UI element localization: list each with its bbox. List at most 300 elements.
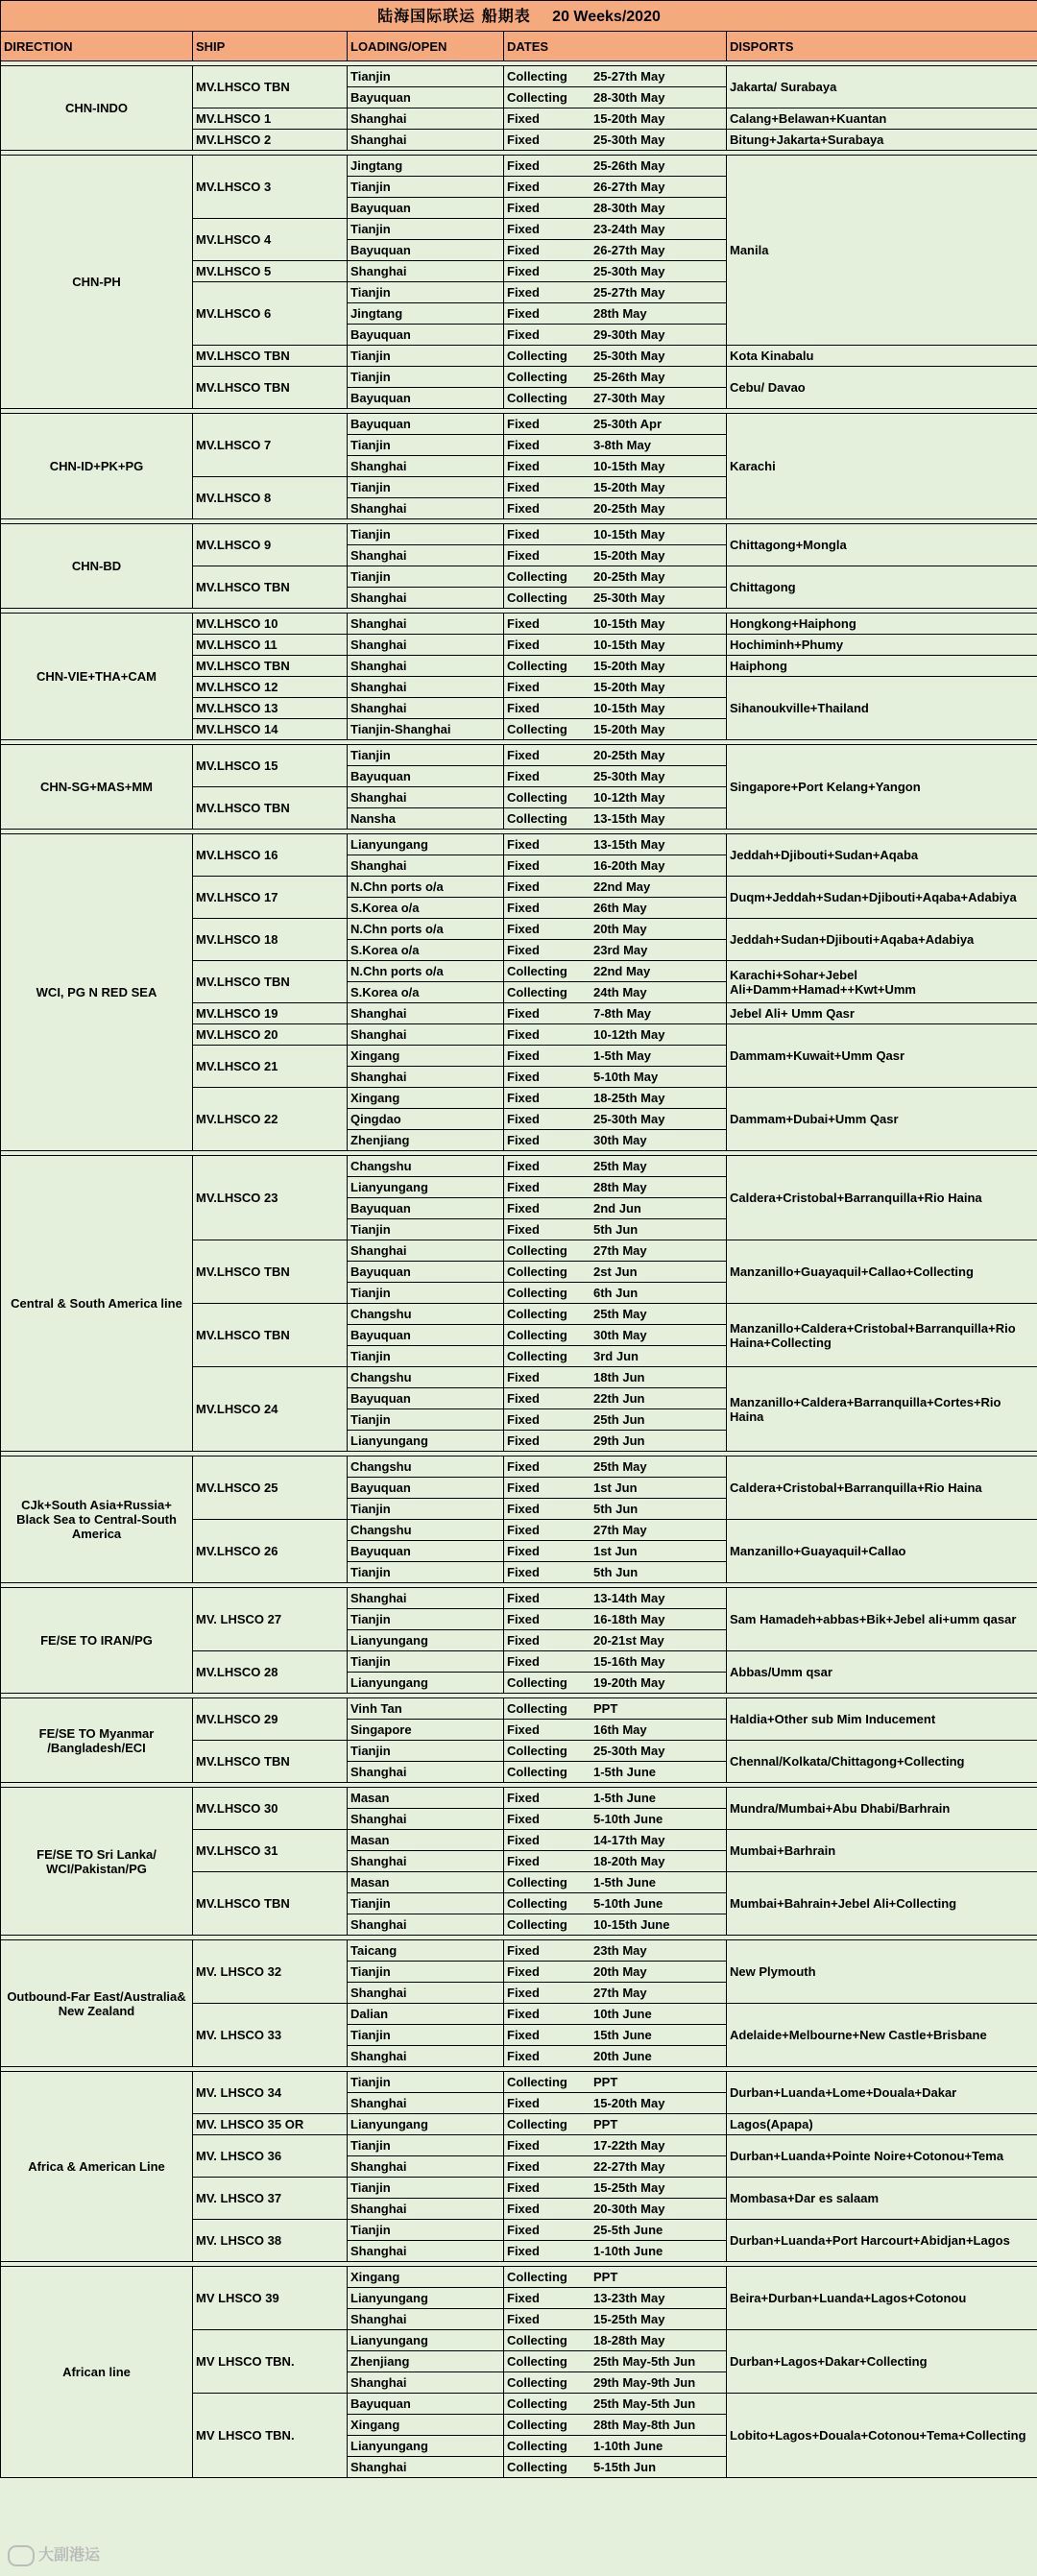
direction-cell: CJk+South Asia+Russia+ Black Sea to Central-South America	[1, 1457, 193, 1583]
dates-cell	[504, 2046, 727, 2067]
loading-port-cell: Tianjin	[348, 745, 504, 766]
loading-port-cell: Shanghai	[348, 2309, 504, 2330]
date-range: 25-30th May	[593, 349, 665, 363]
loading-port-cell: Shanghai	[348, 787, 504, 808]
dates-cell	[504, 1219, 727, 1240]
date-status: Fixed	[507, 1943, 540, 1958]
loading-port-cell: Nansha	[348, 808, 504, 830]
date-range: 18-20th May	[593, 1854, 665, 1868]
date-status: Fixed	[507, 2223, 540, 2237]
loading-port-cell: Shanghai	[348, 108, 504, 130]
disports-cell: Caldera+Cristobal+Barranquilla+Rio Haina	[727, 1156, 1037, 1240]
loading-port-cell: Bayuquan	[348, 87, 504, 108]
header-loading: LOADING/OPEN	[348, 32, 504, 61]
ship-cell: MV.LHSCO 26	[193, 1520, 348, 1583]
dates-cell	[504, 456, 727, 477]
dates-cell	[504, 808, 727, 830]
disports-cell: Kota Kinabalu	[727, 346, 1037, 367]
date-range: 23th May	[593, 1943, 647, 1958]
header-dates: DATES	[504, 32, 727, 61]
ship-cell: MV. LHSCO 27	[193, 1588, 348, 1651]
dates-cell	[504, 524, 727, 545]
date-status: Collecting	[507, 590, 567, 605]
schedule-row	[1, 745, 1037, 766]
direction-cell: CHN-SG+MAS+MM	[1, 745, 193, 830]
header-direction: DIRECTION	[1, 32, 193, 61]
date-status: Fixed	[507, 1391, 540, 1406]
date-range: 15-20th May	[593, 680, 665, 694]
disports-cell: Adelaide+Melbourne+New Castle+Brisbane	[727, 2004, 1037, 2067]
date-status: Fixed	[507, 1812, 540, 1826]
date-range: 22-27th May	[593, 2159, 665, 2174]
date-status: Fixed	[507, 1633, 540, 1648]
disports-cell: Hongkong+Haiphong	[727, 614, 1037, 635]
ship-cell: MV.LHSCO TBN	[193, 566, 348, 609]
date-status: Fixed	[507, 901, 540, 915]
date-status: Fixed	[507, 1654, 540, 1669]
date-status: Collecting	[507, 370, 567, 384]
dates-cell	[504, 2267, 727, 2288]
ship-cell: MV.LHSCO 18	[193, 919, 348, 961]
date-status: Fixed	[507, 1412, 540, 1427]
schedule-row	[1, 414, 1037, 435]
loading-port-cell: Shanghai	[348, 1024, 504, 1046]
date-range: 10th June	[593, 2007, 652, 2021]
date-status: Fixed	[507, 2202, 540, 2216]
date-status: Fixed	[507, 438, 540, 452]
ship-cell: MV.LHSCO 17	[193, 877, 348, 919]
dates-cell	[504, 388, 727, 409]
date-status: Fixed	[507, 285, 540, 300]
ship-cell: MV.LHSCO 8	[193, 477, 348, 519]
date-range: 15-20th May	[593, 722, 665, 736]
dates-cell	[504, 2288, 727, 2309]
date-range: 19-20th May	[593, 1675, 665, 1690]
disports-cell: Manzanillo+Guayaquil+Callao	[727, 1520, 1037, 1583]
dates-cell	[504, 898, 727, 919]
loading-port-cell: Shanghai	[348, 635, 504, 656]
disports-cell: Manzanillo+Guayaquil+Callao+Collecting	[727, 1240, 1037, 1304]
ship-cell: MV.LHSCO TBN	[193, 66, 348, 108]
date-status: Fixed	[507, 1201, 540, 1216]
loading-port-cell: Zhenjiang	[348, 2351, 504, 2372]
date-range: 15-25th May	[593, 2312, 665, 2326]
date-status: Fixed	[507, 879, 540, 894]
date-status: Collecting	[507, 2439, 567, 2453]
dates-cell	[504, 719, 727, 740]
date-status: Fixed	[507, 1222, 540, 1237]
dates-cell	[504, 2394, 727, 2415]
watermark	[8, 2542, 100, 2566]
ship-cell: MV.LHSCO 2	[193, 130, 348, 151]
date-status: Collecting	[507, 349, 567, 363]
date-status: Fixed	[507, 1180, 540, 1194]
date-range: PPT	[593, 2075, 618, 2089]
date-range: 25-30th Apr	[593, 417, 663, 431]
date-status: Collecting	[507, 985, 567, 999]
ship-cell: MV.LHSCO 25	[193, 1457, 348, 1520]
dates-cell	[504, 1851, 727, 1872]
ship-cell: MV.LHSCO 15	[193, 745, 348, 787]
date-range: 18-25th May	[593, 1091, 665, 1105]
header-ship: SHIP	[193, 32, 348, 61]
date-status: Collecting	[507, 1286, 567, 1300]
disports-cell: Dammam+Dubai+Umm Qasr	[727, 1088, 1037, 1151]
date-status: Collecting	[507, 2075, 567, 2089]
ship-cell: MV. LHSCO 35 OR	[193, 2114, 348, 2135]
date-range: 26th May	[593, 901, 647, 915]
disports-cell: Lagos(Apapa)	[727, 2114, 1037, 2135]
loading-port-cell: Shanghai	[348, 2457, 504, 2478]
dates-cell	[504, 2415, 727, 2436]
dates-cell	[504, 1499, 727, 1520]
date-range: 24th May	[593, 985, 647, 999]
loading-port-cell: Taicang	[348, 1940, 504, 1962]
date-range: 25-26th May	[593, 158, 665, 173]
date-range: 30th May	[593, 1133, 647, 1147]
date-status: Collecting	[507, 1875, 567, 1890]
loading-port-cell: Bayuquan	[348, 325, 504, 346]
date-status: Fixed	[507, 2049, 540, 2063]
date-status: Fixed	[507, 1986, 540, 2000]
header-disports: DISPORTS	[727, 32, 1037, 61]
loading-port-cell: Shanghai	[348, 698, 504, 719]
date-range: 25-30th May	[593, 1744, 665, 1758]
loading-port-cell: Shanghai	[348, 1240, 504, 1262]
disports-cell: Lobito+Lagos+Douala+Cotonou+Tema+Collecting	[727, 2394, 1037, 2478]
dates-cell	[504, 1893, 727, 1914]
dates-cell	[504, 1541, 727, 1562]
ship-cell: MV.LHSCO 13	[193, 698, 348, 719]
date-range: 20-25th May	[593, 569, 665, 584]
dates-cell	[504, 414, 727, 435]
dates-cell	[504, 1762, 727, 1783]
date-range: 29th May-9th Jun	[593, 2375, 696, 2390]
disports-cell: Haiphong	[727, 656, 1037, 677]
loading-port-cell: Lianyungang	[348, 2114, 504, 2135]
date-status: Collecting	[507, 2354, 567, 2369]
loading-port-cell: Tianjin	[348, 1741, 504, 1762]
disports-cell: Sam Hamadeh+abbas+Bik+Jebel ali+umm qasar	[727, 1588, 1037, 1651]
disports-cell: Chennal/Kolkata/Chittagong+Collecting	[727, 1741, 1037, 1783]
loading-port-cell: Shanghai	[348, 130, 504, 151]
date-status: Fixed	[507, 243, 540, 257]
title-row	[1, 1, 1037, 32]
date-range: 25th Jun	[593, 1412, 645, 1427]
dates-cell	[504, 1809, 727, 1830]
date-range: 5-15th Jun	[593, 2460, 657, 2474]
date-range: 22th Jun	[593, 1391, 645, 1406]
schedule-row	[1, 614, 1037, 635]
dates-cell	[504, 1720, 727, 1741]
dates-cell	[504, 2178, 727, 2199]
date-status: Fixed	[507, 111, 540, 126]
date-status: Fixed	[507, 1091, 540, 1105]
loading-port-cell: Lianyungang	[348, 1673, 504, 1694]
date-status: Fixed	[507, 1523, 540, 1537]
schedule-row	[1, 2267, 1037, 2288]
loading-port-cell: Tianjin	[348, 1409, 504, 1431]
loading-port-cell: Shanghai	[348, 498, 504, 519]
disports-cell: Dammam+Kuwait+Umm Qasr	[727, 1024, 1037, 1088]
loading-port-cell: Shanghai	[348, 1067, 504, 1088]
date-range: 16-20th May	[593, 858, 665, 873]
loading-port-cell: Lianyungang	[348, 834, 504, 855]
date-status: Fixed	[507, 2180, 540, 2195]
dates-cell	[504, 2351, 727, 2372]
date-status: Fixed	[507, 1433, 540, 1448]
dates-cell	[504, 1457, 727, 1478]
watermark-logo-icon	[8, 2545, 35, 2566]
ship-cell: MV.LHSCO 9	[193, 524, 348, 566]
loading-port-cell: Shanghai	[348, 677, 504, 698]
date-range: PPT	[593, 1701, 618, 1716]
date-status: Fixed	[507, 264, 540, 278]
loading-port-cell: Shanghai	[348, 2093, 504, 2114]
disports-cell: Manzanillo+Caldera+Cristobal+Barranquilla+Rio Haina+Collecting	[727, 1304, 1037, 1367]
date-status: Fixed	[507, 501, 540, 516]
date-range: 10-12th May	[593, 790, 665, 805]
disports-cell: Mumbai+Barhrain	[727, 1830, 1037, 1872]
dates-cell	[504, 1262, 727, 1283]
date-range: 27th May	[593, 1243, 647, 1258]
title-weeks: 20 Weeks/2020	[552, 8, 661, 25]
dates-cell	[504, 855, 727, 877]
dates-cell	[504, 2220, 727, 2241]
date-range: 25-27th May	[593, 285, 665, 300]
disports-cell: Durban+Lagos+Dakar+Collecting	[727, 2330, 1037, 2394]
date-status: Fixed	[507, 158, 540, 173]
date-range: 1-10th June	[593, 2244, 663, 2258]
date-range: 20-25th May	[593, 501, 665, 516]
dates-cell	[504, 1698, 727, 1720]
loading-port-cell: Masan	[348, 1830, 504, 1851]
disports-cell: Chittagong+Mongla	[727, 524, 1037, 566]
dates-cell	[504, 698, 727, 719]
dates-cell	[504, 982, 727, 1003]
date-range: 25-30th May	[593, 132, 665, 147]
dates-cell	[504, 303, 727, 325]
loading-port-cell: Shanghai	[348, 2046, 504, 2067]
date-range: 20th May	[593, 1964, 647, 1979]
date-range: 25-30th May	[593, 590, 665, 605]
disports-cell: Duqm+Jeddah+Sudan+Djibouti+Aqaba+Adabiya	[727, 877, 1037, 919]
dates-cell	[504, 1478, 727, 1499]
disports-cell: Karachi	[727, 414, 1037, 519]
ship-cell: MV.LHSCO 31	[193, 1830, 348, 1872]
ship-cell: MV. LHSCO 34	[193, 2072, 348, 2114]
schedule-row	[1, 1788, 1037, 1809]
title-cell	[1, 1, 1037, 32]
date-range: 15th June	[593, 2028, 652, 2042]
dates-cell	[504, 2199, 727, 2220]
dates-cell	[504, 919, 727, 940]
schedule-row	[1, 1698, 1037, 1720]
loading-port-cell: Tianjin	[348, 477, 504, 498]
disports-cell: Mundra/Mumbai+Abu Dhabi/Barhrain	[727, 1788, 1037, 1830]
dates-cell	[504, 787, 727, 808]
loading-port-cell: Tianjin	[348, 1283, 504, 1304]
date-status: Fixed	[507, 527, 540, 542]
loading-port-cell: Lianyungang	[348, 2288, 504, 2309]
date-range: 5-10th June	[593, 1812, 663, 1826]
disports-cell: Durban+Luanda+Port Harcourt+Abidjan+Lagos	[727, 2220, 1037, 2262]
ship-cell: MV.LHSCO TBN	[193, 656, 348, 677]
dates-cell	[504, 1177, 727, 1198]
direction-cell: CHN-VIE+THA+CAM	[1, 614, 193, 740]
date-status: Fixed	[507, 459, 540, 473]
loading-port-cell: Bayuquan	[348, 2394, 504, 2415]
dates-cell	[504, 1067, 727, 1088]
loading-port-cell: Tianjin	[348, 1651, 504, 1673]
date-status: Fixed	[507, 769, 540, 783]
loading-port-cell: Singapore	[348, 1720, 504, 1741]
ship-cell: MV. LHSCO 38	[193, 2220, 348, 2262]
ship-cell: MV.LHSCO 5	[193, 261, 348, 282]
date-status: Fixed	[507, 1459, 540, 1474]
dates-cell	[504, 1962, 727, 1983]
dates-cell	[504, 1156, 727, 1177]
date-range: 20-21st May	[593, 1633, 664, 1648]
date-status: Fixed	[507, 1544, 540, 1558]
loading-port-cell: Shanghai	[348, 545, 504, 566]
date-range: 22nd May	[593, 964, 651, 978]
schedule-row	[1, 1457, 1037, 1478]
disports-cell: Jeddah+Sudan+Djibouti+Aqaba+Adabiya	[727, 919, 1037, 961]
date-status: Fixed	[507, 1964, 540, 1979]
direction-cell: FE/SE TO Sri Lanka/ WCI/Pakistan/PG	[1, 1788, 193, 1936]
date-range: 5-10th May	[593, 1070, 659, 1084]
dates-cell	[504, 1088, 727, 1109]
schedule-row	[1, 66, 1037, 87]
dates-cell	[504, 2114, 727, 2135]
dates-cell	[504, 156, 727, 177]
ship-cell: MV.LHSCO TBN	[193, 1304, 348, 1367]
date-range: 13-15th May	[593, 811, 665, 826]
date-status: Fixed	[507, 180, 540, 194]
loading-port-cell: Bayuquan	[348, 198, 504, 219]
date-status: Fixed	[507, 2138, 540, 2153]
date-range: 28-30th May	[593, 201, 665, 215]
date-status: Collecting	[507, 391, 567, 405]
loading-port-cell: Xingang	[348, 2415, 504, 2436]
loading-port-cell: S.Korea o/a	[348, 940, 504, 961]
date-range: 27-30th May	[593, 391, 665, 405]
loading-port-cell: Changshu	[348, 1520, 504, 1541]
dates-cell	[504, 261, 727, 282]
dates-cell	[504, 588, 727, 609]
direction-cell: CHN-PH	[1, 156, 193, 409]
dates-cell	[504, 346, 727, 367]
loading-port-cell: Tianjin	[348, 435, 504, 456]
date-status: Collecting	[507, 1917, 567, 1932]
date-status: Collecting	[507, 1243, 567, 1258]
loading-port-cell: Masan	[348, 1788, 504, 1809]
date-range: 10-15th June	[593, 1917, 670, 1932]
dates-cell	[504, 1003, 727, 1024]
dates-cell	[504, 2072, 727, 2093]
date-range: 5th Jun	[593, 1565, 639, 1579]
date-status: Collecting	[507, 790, 567, 805]
date-range: 10-15th May	[593, 527, 665, 542]
date-status: Fixed	[507, 2096, 540, 2110]
schedule-row	[1, 1588, 1037, 1609]
date-range: 1-5th June	[593, 1875, 657, 1890]
dates-cell	[504, 219, 727, 240]
direction-cell: Central & South America line	[1, 1156, 193, 1452]
date-range: 29-30th May	[593, 327, 665, 342]
date-range: 28th May-8th Jun	[593, 2418, 696, 2432]
date-status: Fixed	[507, 1112, 540, 1126]
ship-cell: MV.LHSCO 21	[193, 1046, 348, 1088]
date-range: 13-14th May	[593, 1591, 665, 1605]
date-range: 29th Jun	[593, 1433, 645, 1448]
loading-port-cell: Shanghai	[348, 2372, 504, 2394]
ship-cell: MV.LHSCO 14	[193, 719, 348, 740]
disports-cell: Sihanoukville+Thailand	[727, 677, 1037, 740]
loading-port-cell: Shanghai	[348, 456, 504, 477]
date-range: 25-26th May	[593, 370, 665, 384]
dates-cell	[504, 1914, 727, 1936]
ship-cell: MV.LHSCO 1	[193, 108, 348, 130]
ship-cell: MV.LHSCO 23	[193, 1156, 348, 1240]
watermark-text: 大副港运	[38, 2547, 101, 2564]
loading-port-cell: Changshu	[348, 1367, 504, 1388]
disports-cell: Beira+Durban+Luanda+Lagos+Cotonou	[727, 2267, 1037, 2330]
loading-port-cell: N.Chn ports o/a	[348, 961, 504, 982]
date-status: Collecting	[507, 90, 567, 105]
loading-port-cell: Tianjin	[348, 2025, 504, 2046]
dates-cell	[504, 1609, 727, 1630]
date-status: Fixed	[507, 1791, 540, 1805]
ship-cell: MV.LHSCO 24	[193, 1367, 348, 1452]
date-range: 1-5th June	[593, 1765, 657, 1779]
dates-cell	[504, 545, 727, 566]
date-range: 1st Jun	[593, 1481, 638, 1495]
loading-port-cell: Tianjin-Shanghai	[348, 719, 504, 740]
disports-cell: Chittagong	[727, 566, 1037, 609]
date-range: 25-30th May	[593, 264, 665, 278]
date-range: 26-27th May	[593, 180, 665, 194]
disports-cell: Karachi+Sohar+Jebel Ali+Damm+Hamad++Kwt+Umm	[727, 961, 1037, 1003]
loading-port-cell: Bayuquan	[348, 766, 504, 787]
direction-cell: Africa & American Line	[1, 2072, 193, 2262]
dates-cell	[504, 2309, 727, 2330]
ship-cell: MV.LHSCO 12	[193, 677, 348, 698]
ship-cell: MV. LHSCO 33	[193, 2004, 348, 2067]
disports-cell: Manila	[727, 156, 1037, 346]
date-status: Fixed	[507, 701, 540, 715]
date-range: 1st Jun	[593, 1544, 638, 1558]
loading-port-cell: Tianjin	[348, 346, 504, 367]
disports-cell: Jakarta/ Surabaya	[727, 66, 1037, 108]
dates-cell	[504, 2436, 727, 2457]
disports-cell: Durban+Luanda+Pointe Noire+Cotonou+Tema	[727, 2135, 1037, 2178]
loading-port-cell: Masan	[348, 1872, 504, 1893]
dates-cell	[504, 635, 727, 656]
date-status: Fixed	[507, 1159, 540, 1173]
loading-port-cell: Xingang	[348, 1088, 504, 1109]
date-status: Fixed	[507, 1027, 540, 1042]
ship-cell: MV.LHSCO 22	[193, 1088, 348, 1151]
date-range: 25-30th May	[593, 769, 665, 783]
loading-port-cell: Lianyungang	[348, 1177, 504, 1198]
date-status: Fixed	[507, 922, 540, 936]
dates-cell	[504, 367, 727, 388]
loading-port-cell: Shanghai	[348, 2241, 504, 2262]
dates-cell	[504, 1520, 727, 1541]
loading-port-cell: Bayuquan	[348, 1541, 504, 1562]
